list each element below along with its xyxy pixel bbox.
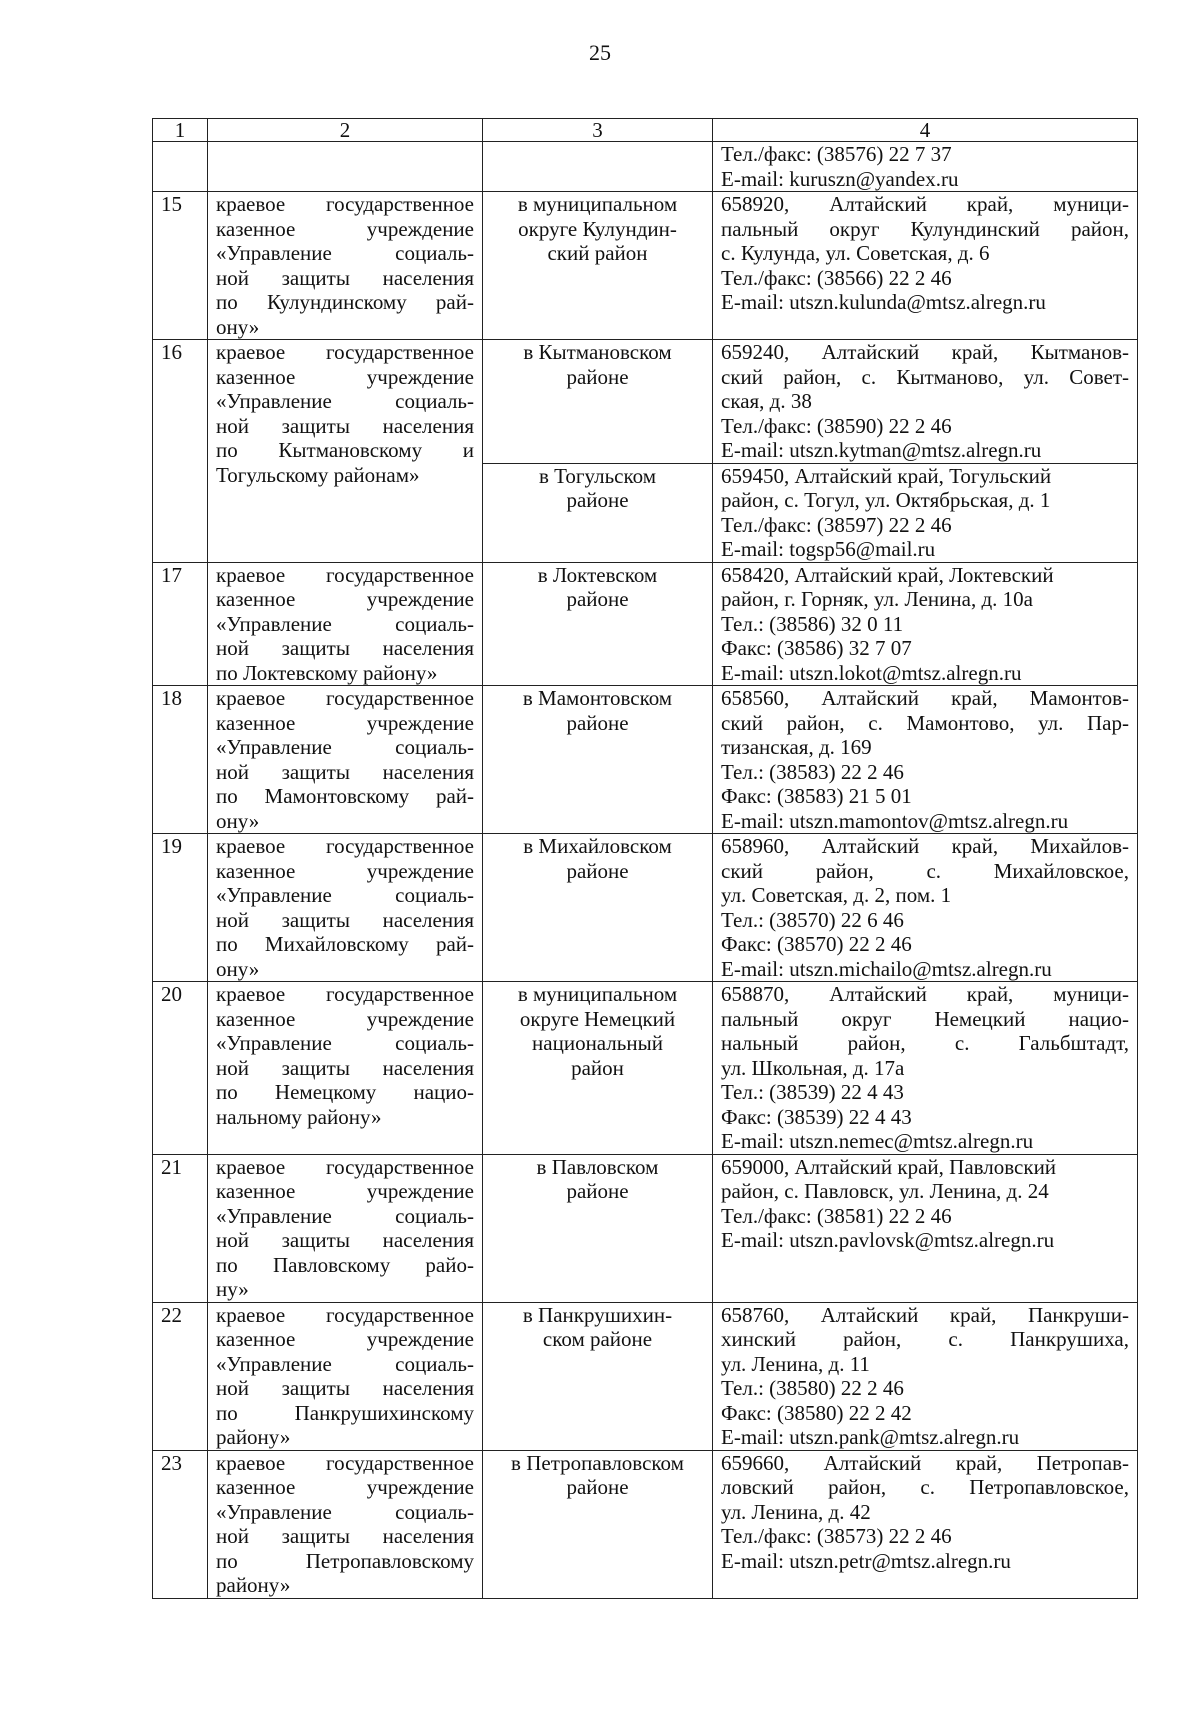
row-number: 15 <box>153 192 208 340</box>
location-line: в Мамонтовском <box>522 686 673 710</box>
organization-line: ной защиты населения <box>216 907 474 932</box>
organization-line: «Управление социаль- <box>216 1203 474 1228</box>
organization-line: по Кулундинскому рай- <box>216 290 474 314</box>
location-line: районе <box>566 587 629 611</box>
location-line: в Петропавловском <box>511 1450 684 1475</box>
address-line: ул. Ленина, д. 42 <box>721 1499 871 1524</box>
location-cell <box>483 142 713 192</box>
address-cell <box>713 1302 1138 1450</box>
location-line: национальный <box>532 1031 663 1055</box>
address-line: хинский район, с. Панкрушиха, <box>721 1327 1129 1351</box>
address-line: ул. Школьная, д. 17а <box>721 1055 905 1080</box>
organization-line: ной защиты населения <box>216 1055 474 1080</box>
organization-line: казенное учреждение <box>216 587 474 611</box>
address-cell <box>713 562 1138 686</box>
address-cell <box>713 340 1138 464</box>
address-line: E-mail: utszn.michailo@mtsz.alregn.ru <box>721 956 1052 981</box>
address-line: 658420, Алтайский край, Локтевский <box>721 562 1054 587</box>
organization-line: казенное учреждение <box>216 364 474 389</box>
organization-cell <box>208 1302 483 1450</box>
row-number: 16 <box>153 340 208 563</box>
organization-line: по Павловскому райо- <box>216 1252 474 1277</box>
organization-line: краевое государственное <box>216 1154 474 1179</box>
row-number: 18 <box>153 686 208 834</box>
address-line: E-mail: utszn.pank@mtsz.alregn.ru <box>721 1425 1020 1449</box>
organization-line: краевое государственное <box>216 1302 474 1327</box>
location-cell <box>483 686 713 834</box>
location-line: ский район <box>547 241 648 265</box>
organization-cell <box>208 340 483 563</box>
address-line: ловский район, с. Петропавловское, <box>721 1475 1129 1499</box>
address-line: E-mail: utszn.pavlovsk@mtsz.alregn.ru <box>721 1228 1055 1252</box>
address-line: пальный округ Немецкий нацио- <box>721 1006 1129 1031</box>
organization-line: краевое государственное <box>216 562 474 587</box>
organization-line: ной защиты населения <box>216 759 474 784</box>
address-line: 659000, Алтайский край, Павловский <box>721 1154 1057 1179</box>
organization-line: краевое государственное <box>216 340 474 364</box>
location-line: в Тогульском <box>538 463 656 488</box>
table-row <box>153 982 1138 1155</box>
location-cell <box>483 463 713 562</box>
organization-line: краевое государственное <box>216 686 474 710</box>
organization-line: казенное учреждение <box>216 1179 474 1203</box>
location-line: районе <box>566 488 629 512</box>
table-row <box>153 686 1138 834</box>
location-cell <box>483 192 713 340</box>
organization-line: ону» <box>216 314 260 339</box>
address-line: E-mail: kuruszn@yandex.ru <box>721 166 959 191</box>
row-number: 23 <box>153 1450 208 1598</box>
address-line: 659240, Алтайский край, Кытманов- <box>721 340 1129 364</box>
location-cell <box>483 1302 713 1450</box>
organization-line: ной защиты населения <box>216 413 474 438</box>
address-line: ский район, с. Михайловское, <box>721 858 1129 883</box>
column-header-address: 4 <box>713 119 1138 142</box>
row-number: 21 <box>153 1154 208 1302</box>
address-line: ский район, с. Мамонтово, ул. Пар- <box>721 710 1129 735</box>
organization-line: «Управление социаль- <box>216 241 474 265</box>
location-line: районе <box>566 1475 629 1499</box>
table-row <box>153 1154 1138 1302</box>
address-line: Тел./факс: (38576) 22 7 37 <box>721 142 952 166</box>
organization-line: ну» <box>216 1277 249 1301</box>
row-number: 20 <box>153 982 208 1155</box>
address-cell <box>713 1154 1138 1302</box>
organization-line: казенное учреждение <box>216 1006 474 1031</box>
address-line: E-mail: utszn.mamontov@mtsz.alregn.ru <box>721 808 1069 833</box>
location-line: округе Немецкий <box>519 1006 676 1031</box>
address-line: 658560, Алтайский край, Мамонтов- <box>721 686 1129 710</box>
address-line: ул. Ленина, д. 11 <box>721 1351 870 1376</box>
address-line: E-mail: utszn.petr@mtsz.alregn.ru <box>721 1548 1011 1573</box>
location-line: в Павловском <box>536 1154 659 1179</box>
organization-line: краевое государственное <box>216 192 474 216</box>
organization-line: казенное учреждение <box>216 710 474 735</box>
page-number: 25 <box>589 40 611 65</box>
address-line: 659660, Алтайский край, Петропав- <box>721 1450 1129 1475</box>
table-row <box>153 340 1138 464</box>
address-line: 658870, Алтайский край, муници- <box>721 982 1129 1006</box>
address-line: Факс: (38570) 22 2 46 <box>721 932 912 956</box>
address-line: Тел./факс: (38573) 22 2 46 <box>721 1524 952 1548</box>
institutions-table <box>152 118 1138 1599</box>
organization-line: Тогульскому районам» <box>216 462 420 487</box>
address-cell <box>713 982 1138 1155</box>
organization-line: по Панкрушихинскому <box>216 1400 474 1425</box>
address-line: ская, д. 38 <box>721 389 812 413</box>
address-cell <box>713 192 1138 340</box>
address-line: Тел.: (38570) 22 6 46 <box>721 907 904 932</box>
address-line: E-mail: utszn.kytman@mtsz.alregn.ru <box>721 438 1042 462</box>
location-line: районе <box>566 858 629 883</box>
location-cell <box>483 834 713 982</box>
location-line: в Панкрушихин- <box>522 1302 673 1327</box>
location-line: в Михайловском <box>523 834 672 858</box>
table-row <box>153 562 1138 686</box>
organization-line: по Кытмановскому и <box>216 438 474 462</box>
location-cell <box>483 1450 713 1598</box>
organization-cell <box>208 982 483 1155</box>
location-cell <box>483 340 713 464</box>
organization-line: по Михайловскому рай- <box>216 932 474 956</box>
organization-line: по Петропавловскому <box>216 1548 474 1573</box>
location-line: район <box>571 1055 624 1080</box>
address-line: Факс: (38580) 22 2 42 <box>721 1400 912 1425</box>
address-line: Тел./факс: (38566) 22 2 46 <box>721 265 952 290</box>
organization-line: ной защиты населения <box>216 1524 474 1548</box>
organization-line: «Управление социаль- <box>216 735 474 759</box>
organization-line: краевое государственное <box>216 1450 474 1475</box>
table-row <box>153 142 1138 192</box>
organization-line: ной защиты населения <box>216 636 474 660</box>
organization-line: казенное учреждение <box>216 1327 474 1351</box>
address-line: Тел.: (38583) 22 2 46 <box>721 759 904 784</box>
address-line: Факс: (38586) 32 7 07 <box>721 636 912 660</box>
address-line: нальный район, с. Гальбштадт, <box>721 1031 1129 1055</box>
address-line: Тел./факс: (38590) 22 2 46 <box>721 413 952 438</box>
address-line: ул. Советская, д. 2, пом. 1 <box>721 883 952 907</box>
address-line: 658760, Алтайский край, Панкруши- <box>721 1302 1129 1327</box>
address-line: Тел./факс: (38581) 22 2 46 <box>721 1203 952 1228</box>
row-number <box>153 142 208 192</box>
organization-line: казенное учреждение <box>216 858 474 883</box>
location-line: районе <box>566 710 629 735</box>
address-cell <box>713 686 1138 834</box>
organization-line: району» <box>216 1573 291 1597</box>
row-number: 22 <box>153 1302 208 1450</box>
location-line: в Локтевском <box>537 562 658 587</box>
address-line: район, г. Горняк, ул. Ленина, д. 10а <box>721 587 1033 611</box>
header-row <box>153 119 1138 142</box>
location-cell <box>483 562 713 686</box>
address-line: 659450, Алтайский край, Тогульский <box>721 463 1052 488</box>
address-line: ский район, с. Кытманово, ул. Совет- <box>721 364 1129 389</box>
table-row <box>153 1450 1138 1598</box>
organization-line: ной защиты населения <box>216 1228 474 1252</box>
location-line: округе Кулундин- <box>518 216 677 241</box>
location-line: в Кытмановском <box>523 340 672 364</box>
organization-cell <box>208 686 483 834</box>
organization-line: казенное учреждение <box>216 1475 474 1499</box>
address-cell <box>713 1450 1138 1598</box>
row-number: 19 <box>153 834 208 982</box>
address-line: тизанская, д. 169 <box>721 735 872 759</box>
organization-line: «Управление социаль- <box>216 389 474 413</box>
organization-line: «Управление социаль- <box>216 883 474 907</box>
organization-line: казенное учреждение <box>216 216 474 241</box>
table-body <box>153 142 1138 1599</box>
table-row <box>153 834 1138 982</box>
location-line: в муниципальном <box>517 192 678 216</box>
location-cell <box>483 982 713 1155</box>
organization-cell <box>208 192 483 340</box>
column-header-location: 3 <box>483 119 713 142</box>
organization-cell <box>208 142 483 192</box>
organization-cell <box>208 562 483 686</box>
address-line: с. Кулунда, ул. Советская, д. 6 <box>721 241 990 265</box>
table-row <box>153 1302 1138 1450</box>
address-line: Факс: (38583) 21 5 01 <box>721 784 912 808</box>
organization-line: ной защиты населения <box>216 1376 474 1400</box>
row-number: 17 <box>153 562 208 686</box>
table-row <box>153 192 1138 340</box>
organization-line: району» <box>216 1425 291 1449</box>
address-line: E-mail: utszn.nemec@mtsz.alregn.ru <box>721 1129 1034 1153</box>
location-line: в муниципальном <box>517 982 678 1006</box>
organization-line: по Немецкому нацио- <box>216 1080 474 1104</box>
organization-line: краевое государственное <box>216 982 474 1006</box>
column-header-organization: 2 <box>208 119 483 142</box>
address-line: E-mail: utszn.kulunda@mtsz.alregn.ru <box>721 290 1046 314</box>
address-line: Тел.: (38580) 22 2 46 <box>721 1376 904 1400</box>
address-line: район, с. Тогул, ул. Октябрьская, д. 1 <box>721 488 1051 512</box>
address-line: E-mail: utszn.lokot@mtsz.alregn.ru <box>721 660 1022 685</box>
organization-cell <box>208 1450 483 1598</box>
organization-line: краевое государственное <box>216 834 474 858</box>
location-line: районе <box>566 364 629 389</box>
address-line: Тел.: (38586) 32 0 11 <box>721 611 904 636</box>
location-line: ском районе <box>542 1327 653 1351</box>
organization-line: «Управление социаль- <box>216 1031 474 1055</box>
organization-line: по Локтевскому району» <box>216 660 438 685</box>
organization-cell <box>208 834 483 982</box>
address-line: Факс: (38539) 22 4 43 <box>721 1104 912 1129</box>
address-line: 658960, Алтайский край, Михайлов- <box>721 834 1129 858</box>
address-line: район, с. Павловск, ул. Ленина, д. 24 <box>721 1179 1049 1203</box>
address-cell <box>713 834 1138 982</box>
address-line: E-mail: togsp56@mail.ru <box>721 537 936 561</box>
address-cell <box>713 142 1138 192</box>
location-cell <box>483 1154 713 1302</box>
address-line: 658920, Алтайский край, муници- <box>721 192 1129 216</box>
location-line: районе <box>566 1179 629 1203</box>
organization-line: ной защиты населения <box>216 265 474 290</box>
organization-line: «Управление социаль- <box>216 611 474 636</box>
organization-line: ону» <box>216 956 260 981</box>
organization-line: ону» <box>216 808 260 833</box>
address-line: Тел./факс: (38597) 22 2 46 <box>721 512 952 537</box>
organization-cell <box>208 1154 483 1302</box>
address-line: Тел.: (38539) 22 4 43 <box>721 1080 904 1104</box>
organization-line: по Мамонтовскому рай- <box>216 784 474 808</box>
column-header-number: 1 <box>153 119 208 142</box>
organization-line: «Управление социаль- <box>216 1499 474 1524</box>
address-line: пальный округ Кулундинский район, <box>721 216 1129 241</box>
address-cell <box>713 463 1138 562</box>
organization-line: «Управление социаль- <box>216 1351 474 1376</box>
organization-line: нальному району» <box>216 1104 382 1129</box>
